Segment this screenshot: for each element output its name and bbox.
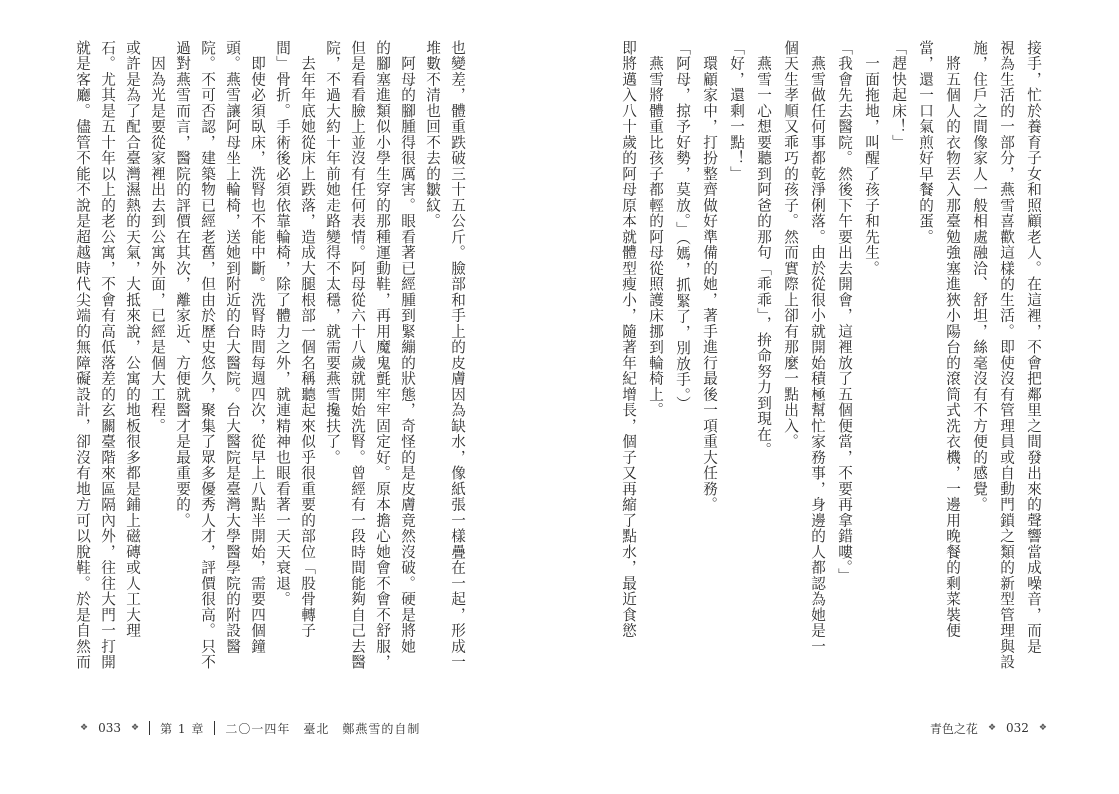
text-column: 院。不可否認，建築物已經老舊，但由於歷史悠久，聚集了眾多優秀人才，評價很高。只不 bbox=[199, 40, 216, 670]
book-title: 青色之花 bbox=[929, 721, 978, 736]
ornament-icon: ❖ bbox=[130, 723, 140, 733]
text-column: 「趕快起床！」 bbox=[890, 40, 907, 151]
text-column: 因為光是要從家裡出去到公寓外面，已經是個大工程。 bbox=[149, 40, 166, 434]
text-column: 過對燕雪而言，醫院的評價在其次，離家近、方便就醫才是最重要的。 bbox=[174, 40, 191, 529]
text-column: 「好，還剩一點！」 bbox=[728, 40, 745, 182]
text-column: 也變差，體重跌破三十五公斤。臉部和手上的皮膚因為缺水，像紙張一樣疊在一起，形成一 bbox=[449, 40, 466, 670]
text-column: 堆數不清也回不去的皺紋。 bbox=[424, 40, 441, 229]
text-column: 燕雪做任何事都乾淨俐落。由於從很小就開始積極幫忙家務事，身邊的人都認為她是一 bbox=[809, 40, 826, 655]
text-column: 頭。燕雪讓阿母坐上輪椅，送她到附近的台大醫院。台大醫院是臺灣大學醫學院的附設醫 bbox=[224, 40, 241, 655]
text-column: 環顧家中，打扮整齊做好準備的她，著手進行最後一項重大任務。 bbox=[701, 40, 718, 513]
text-column: 個天生孝順又乖巧的孩子。然而實際上卻有那麼一點出入。 bbox=[782, 40, 799, 450]
text-column: 施，住戶之間像家人一般相處融洽、舒坦，絲毫沒有不方便的感覺。 bbox=[971, 40, 988, 513]
text-column: 燕雪一心想要聽到阿爸的那句「乖乖」，拚命努力到現在。 bbox=[755, 40, 772, 458]
text-column: 一面拖地，叫醒了孩子和先生。 bbox=[863, 40, 880, 277]
text-column: 即使必須臥床，洗腎也不能中斷。洗腎時間每週四次，從早上八點半開始，需要四個鐘 bbox=[249, 40, 266, 655]
right-page-footer bbox=[930, 716, 1047, 740]
text-column: 即將邁入八十歲的阿母原本就體型瘦小，隨著年紀增長，個子又再縮了點水，最近食慾 bbox=[620, 40, 637, 639]
page-number: 032 bbox=[1006, 721, 1029, 735]
text-column: 「阿母，掠予好勢，莫放。」（媽，抓緊了，別放手。） bbox=[674, 40, 691, 412]
divider bbox=[149, 721, 150, 735]
text-column: 接手，忙於養育子女和照顧老人。在這裡，不會把鄰里之間發出來的聲響當成噪音，而是 bbox=[1025, 40, 1042, 655]
text-column: 就是客廳。儘管不能不說是超越時代尖端的無障礙設計，卻沒有地方可以脫鞋。於是自然而 bbox=[74, 40, 91, 670]
left-page-footer bbox=[80, 716, 420, 740]
text-column: 或許是為了配合臺灣濕熱的天氣，大抵來說，公寓的地板很多都是鋪上磁磚或人工大理 bbox=[124, 40, 141, 639]
text-column: 去年年底她從床上跌落，造成大腿根部一個名稱聽起來似乎很重要的部位「股骨轉子 bbox=[299, 40, 316, 639]
chapter-label: 第 1 章 bbox=[160, 721, 205, 736]
running-header-section: 二〇一四年 臺北 鄭燕雪的自制 bbox=[225, 721, 421, 736]
text-column: 將五個人的衣物丟入那臺勉強塞進狹小陽台的滾筒式洗衣機，一邊用晚餐的剩菜裝便 bbox=[944, 40, 961, 639]
text-column: 燕雪將體重比孩子都輕的阿母從照護床挪到輪椅上。 bbox=[647, 40, 664, 418]
ornament-icon: ❖ bbox=[987, 723, 997, 733]
left-page-body bbox=[72, 40, 470, 700]
text-column: 但是看看臉上並沒有任何表情。阿母從六十八歲就開始洗腎。曾經有一段時間能夠自己去醫 bbox=[349, 40, 366, 670]
text-column: 石。尤其是五十年以上的老公寓，不會有高低落差的玄關臺階來區隔內外，往往大門一打開 bbox=[99, 40, 116, 670]
right-page-body bbox=[618, 40, 1048, 700]
text-column: 的腳塞進類似小學生穿的那種運動鞋，再用魔鬼氈牢牢固定好。原本擔心她會不會不舒服， bbox=[374, 40, 391, 670]
page-number: 033 bbox=[98, 721, 121, 735]
ornament-icon: ❖ bbox=[80, 723, 89, 733]
text-column: 視為生活的一部分，燕雪喜歡這樣的生活。即使沒有管理員或自動門鎖之類的新型管理與設 bbox=[998, 40, 1015, 670]
text-column: 院，不過大約十年前她走路變得不太穩，就需要燕雪攙扶了。 bbox=[324, 40, 341, 466]
divider bbox=[214, 721, 215, 735]
text-column: 阿母的腳腫得很厲害。眼看著已經腫到緊繃的狀態，奇怪的是皮膚竟然沒破。硬是將她 bbox=[399, 40, 416, 655]
page-gutter bbox=[545, 0, 575, 794]
ornament-icon: ❖ bbox=[1038, 723, 1047, 733]
text-column: 「我會先去醫院。然後下午要出去開會，這裡放了五個便當，不要再拿錯嘍。」 bbox=[836, 40, 853, 584]
text-column: 當，還一口氣煎好早餐的蛋。 bbox=[917, 40, 934, 245]
text-column: 間」骨折。手術後必須依靠輪椅，除了體力之外，就連精神也眼看著一天天衰退。 bbox=[274, 40, 291, 607]
